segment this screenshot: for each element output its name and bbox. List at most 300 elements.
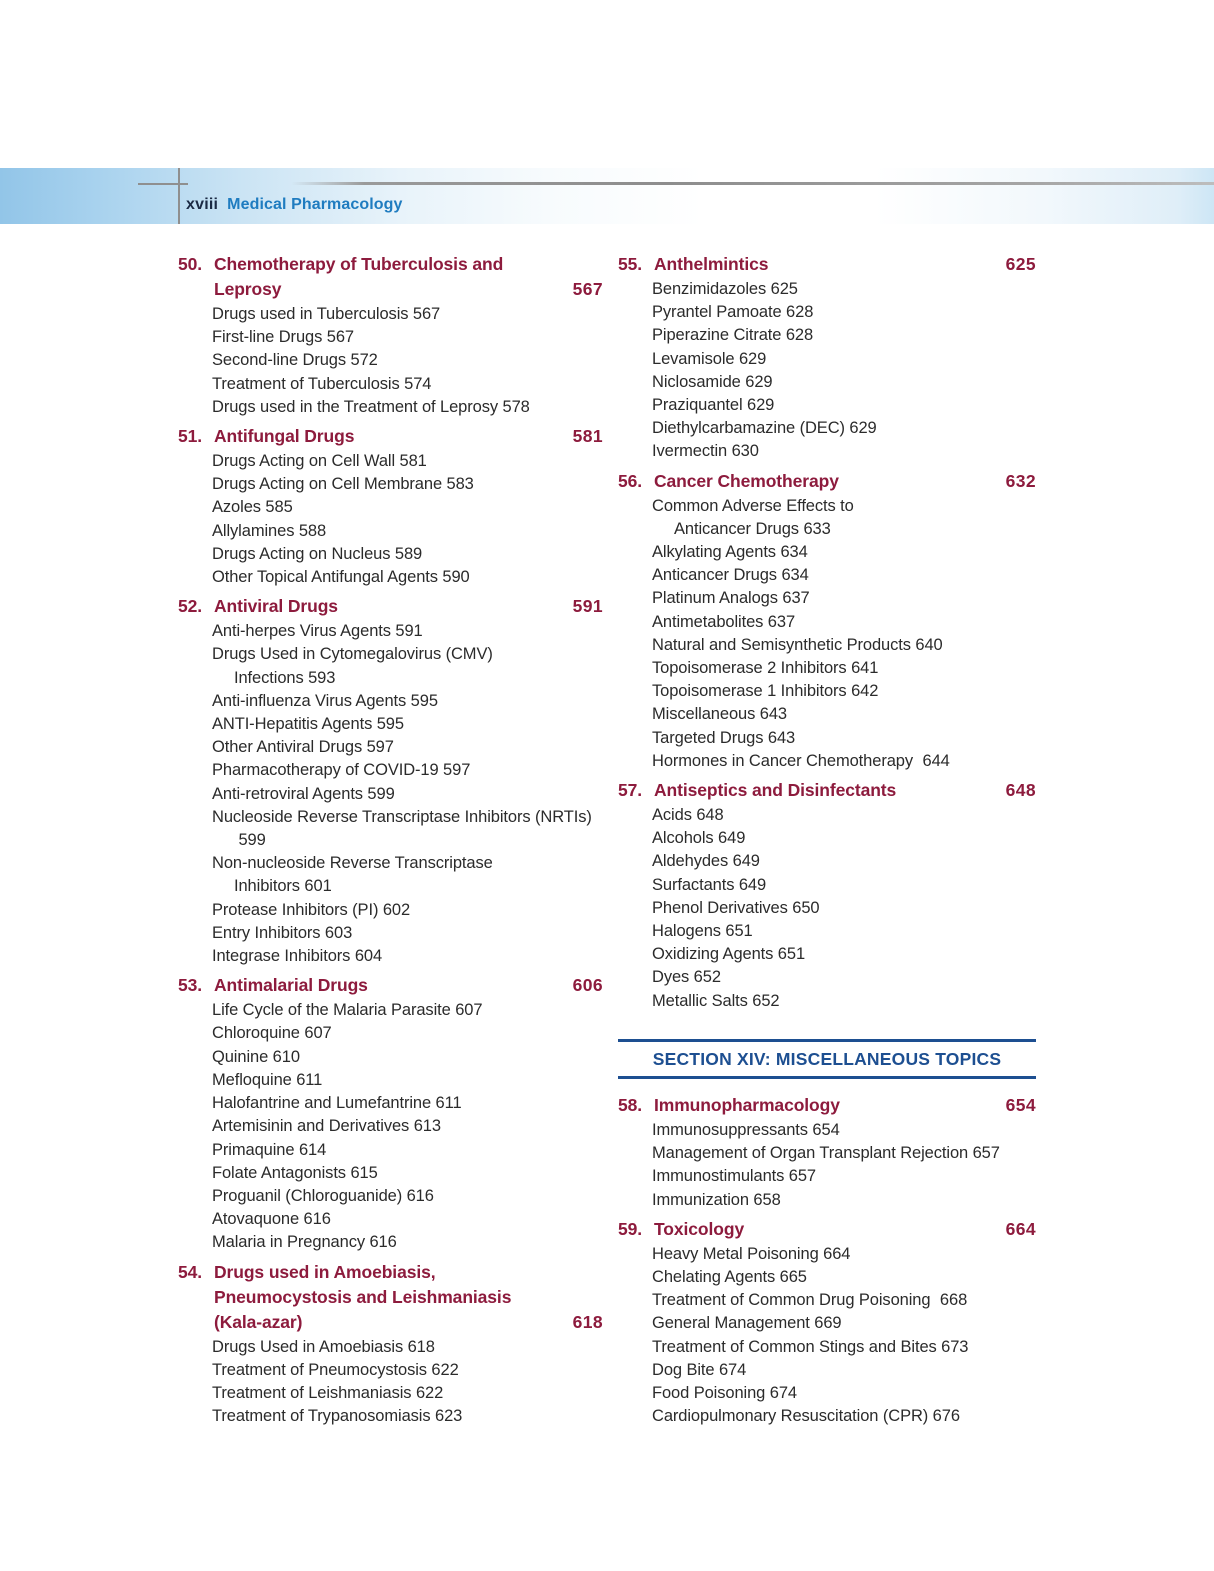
chapter-heading[interactable] bbox=[618, 778, 1036, 803]
subentry-label: Non-nucleoside Reverse Transcriptase bbox=[212, 854, 493, 873]
toc-chapter-52 bbox=[178, 594, 603, 968]
subentry-page-number: 610 bbox=[268, 1047, 300, 1066]
chapter-heading[interactable] bbox=[178, 1260, 603, 1335]
subentry-label: Drugs Acting on Cell Wall bbox=[212, 452, 396, 471]
toc-subentry-proguanil-chloroguanide[interactable] bbox=[178, 1185, 603, 1208]
toc-subentry-hormones-in-cancer-chemotherapy[interactable] bbox=[618, 750, 1036, 773]
toc-subentry-targeted-drugs[interactable] bbox=[618, 727, 1036, 750]
toc-subentry-treatment-of-pneumocystosis[interactable] bbox=[178, 1359, 603, 1382]
subentry-page-number: 597 bbox=[438, 761, 471, 780]
subentry-page-number: 603 bbox=[320, 923, 353, 942]
subentry-label: Pyrantel Pamoate bbox=[652, 303, 782, 322]
book-title: Medical Pharmacology bbox=[227, 196, 403, 213]
toc-subentry-natural-and-semisynthetic-products[interactable] bbox=[618, 634, 1036, 657]
subentry-page-number: 669 bbox=[809, 1314, 842, 1333]
chapter-title: Antimalarial Drugs bbox=[214, 975, 368, 996]
chapter-number: 50. bbox=[178, 254, 203, 274]
subentry-label: Halofantrine and Lumefantrine bbox=[212, 1094, 432, 1113]
toc-chapter-55 bbox=[618, 252, 1036, 464]
toc-subentry-piperazine-citrate[interactable] bbox=[618, 324, 1036, 347]
subentry-page-number: 642 bbox=[846, 682, 879, 701]
toc-subentry-allylamines[interactable] bbox=[178, 520, 603, 543]
toc-subentry-quinine[interactable] bbox=[178, 1046, 603, 1069]
subentry-page-number: 658 bbox=[748, 1190, 781, 1209]
toc-subentry-artemisinin-and-derivatives[interactable] bbox=[178, 1115, 603, 1138]
subentry-label: Halogens bbox=[652, 922, 721, 941]
toc-subentry-anticancer-drugs[interactable] bbox=[618, 564, 1036, 587]
subentry-page-number: 641 bbox=[846, 659, 879, 678]
subentry-label: First-line Drugs bbox=[212, 328, 323, 347]
subentry-page-number: 668 bbox=[935, 1291, 968, 1310]
subentry-page-number: 567 bbox=[408, 305, 441, 323]
subentry-page-number: 572 bbox=[346, 351, 378, 370]
subentry-page-number: 633 bbox=[798, 519, 831, 538]
subentry-label: Platinum Analogs bbox=[652, 589, 778, 608]
toc-subentry-acids[interactable] bbox=[618, 804, 1036, 827]
toc-subentry-immunosuppressants[interactable] bbox=[618, 1119, 1036, 1142]
chapter-title: Drugs used in Amoebiasis, Pneumocystosis and Leishmaniasis (Kala-azar) bbox=[214, 1261, 512, 1332]
subentry-label: Drugs used in the Treatment of Leprosy bbox=[212, 397, 499, 416]
subentry-page-number: 597 bbox=[362, 738, 394, 757]
toc-subentry-treatment-of-common-drug-poisoning[interactable] bbox=[618, 1289, 1036, 1312]
chapter-heading[interactable] bbox=[178, 252, 603, 302]
subentry-label: Anti-influenza Virus Agents bbox=[212, 691, 407, 710]
subentry-label: Entry Inhibitors bbox=[212, 923, 321, 942]
toc-subentry-alkylating-agents[interactable] bbox=[618, 541, 1036, 564]
toc-subentry-diethylcarbamazine-dec[interactable] bbox=[618, 417, 1036, 440]
toc-subentry-chelating-agents[interactable] bbox=[618, 1266, 1036, 1289]
subentry-label: Treatment of Pneumocystosis bbox=[212, 1360, 427, 1379]
subentry-page-number: 654 bbox=[807, 1120, 840, 1139]
chapter-number: 53. bbox=[178, 975, 203, 996]
subentry-page-number: 649 bbox=[728, 852, 760, 871]
subentry-page-number: 629 bbox=[844, 419, 877, 438]
toc-subentry-entry-inhibitors[interactable] bbox=[178, 922, 603, 945]
subentry-page-number: 650 bbox=[787, 898, 820, 917]
subentry-label: Hormones in Cancer Chemotherapy bbox=[652, 751, 914, 770]
subentry-page-number: 673 bbox=[936, 1337, 969, 1356]
chapter-subentries bbox=[178, 303, 603, 419]
toc-subentry-dog-bite[interactable] bbox=[618, 1359, 1036, 1382]
subentry-page-number: 604 bbox=[350, 947, 383, 966]
toc-chapter-53 bbox=[178, 973, 603, 1254]
subentry-page-number: 599 bbox=[234, 831, 266, 850]
header-vertical-rule bbox=[178, 168, 180, 224]
toc-subentry-first-line-drugs[interactable] bbox=[178, 326, 603, 349]
subentry-page-number: 595 bbox=[406, 691, 438, 710]
chapter-page-number: 618 bbox=[572, 1311, 603, 1332]
toc-subentry-treatment-of-tuberculosis[interactable] bbox=[178, 373, 603, 396]
subentry-label: Azoles bbox=[212, 498, 261, 517]
subentry-page-number: 615 bbox=[345, 1163, 378, 1182]
subentry-label: Metallic Salts bbox=[652, 991, 748, 1010]
chapter-number: 56. bbox=[618, 470, 643, 491]
toc-chapter-58 bbox=[618, 1093, 1036, 1212]
subentry-label: Dyes bbox=[652, 968, 690, 987]
toc-subentry-management-of-organ-transplant-rejection[interactable] bbox=[618, 1142, 1036, 1165]
subentry-page-number: 593 bbox=[303, 668, 336, 687]
subentry-label: Anti-retroviral Agents bbox=[212, 784, 363, 803]
subentry-page-number: 637 bbox=[763, 612, 796, 631]
subentry-label: Surfactants bbox=[652, 875, 735, 894]
subentry-label: Ivermectin bbox=[652, 442, 728, 461]
subentry-page-number: 629 bbox=[740, 372, 773, 391]
toc-subentry-anti-retroviral-agents[interactable] bbox=[178, 783, 603, 806]
subentry-label: Levamisole bbox=[652, 349, 735, 368]
toc-chapter-56 bbox=[618, 469, 1036, 773]
subentry-label: Allylamines bbox=[212, 521, 295, 540]
subentry-label: Alkylating Agents bbox=[652, 543, 776, 562]
chapter-page-number: 606 bbox=[572, 975, 603, 996]
subentry-label: Anti-herpes Virus Agents bbox=[212, 622, 391, 641]
subentry-page-number: 588 bbox=[294, 521, 327, 540]
toc-subentry-halofantrine-and-lumefantrine[interactable] bbox=[178, 1092, 603, 1115]
toc-subentry-general-management[interactable] bbox=[618, 1312, 1036, 1335]
subentry-page-number: 665 bbox=[775, 1267, 807, 1286]
toc-subentry-drugs-used-in-the-treatment-of-leprosy[interactable] bbox=[178, 396, 603, 419]
subentry-page-number: 616 bbox=[402, 1186, 434, 1205]
subentry-label: Food Poisoning bbox=[652, 1383, 766, 1402]
toc-subentry-aldehydes[interactable] bbox=[618, 850, 1036, 873]
toc-subentry-anti-hepatitis-agents[interactable] bbox=[178, 713, 603, 736]
toc-subentry-second-line-drugs[interactable] bbox=[178, 349, 603, 372]
subentry-label: Other Antiviral Drugs bbox=[212, 738, 363, 757]
subentry-page-number: 618 bbox=[403, 1337, 435, 1356]
subentry-page-number: 657 bbox=[968, 1144, 1000, 1163]
subentry-label: Natural and Semisynthetic Products bbox=[652, 635, 911, 654]
chapter-title: Chemotherapy of Tuberculosis and Leprosy bbox=[214, 254, 504, 299]
toc-subentry-drugs-acting-on-nucleus[interactable] bbox=[178, 543, 603, 566]
toc-subentry-topoisomerase-1-inhibitors[interactable] bbox=[618, 680, 1036, 703]
subentry-page-number: 652 bbox=[689, 968, 721, 987]
toc-subentry-treatment-of-common-stings-and-bites[interactable] bbox=[618, 1336, 1036, 1359]
subentry-page-number: 599 bbox=[362, 784, 395, 803]
chapter-subentries bbox=[178, 1336, 603, 1429]
chapter-heading[interactable] bbox=[618, 469, 1036, 494]
subentry-label: Piperazine Citrate bbox=[652, 326, 782, 345]
subentry-page-number: 595 bbox=[372, 715, 404, 734]
subentry-page-number: 664 bbox=[818, 1244, 851, 1263]
subentry-page-number: 643 bbox=[755, 705, 787, 724]
subentry-label: Integrase Inhibitors bbox=[212, 947, 351, 966]
subentry-label: Heavy Metal Poisoning bbox=[652, 1244, 819, 1263]
chapter-title: Immunopharmacology bbox=[654, 1094, 840, 1115]
chapter-heading[interactable] bbox=[618, 1217, 1036, 1242]
subentry-label: Cardiopulmonary Resuscitation (CPR) bbox=[652, 1407, 929, 1426]
subentry-label: Treatment of Common Stings and Bites bbox=[652, 1337, 937, 1356]
subentry-page-number: 630 bbox=[727, 442, 759, 461]
toc-chapter-57 bbox=[618, 778, 1036, 1013]
section-banner bbox=[618, 1039, 1036, 1079]
subentry-label: Topoisomerase 2 Inhibitors bbox=[652, 659, 847, 678]
subentry-label: Primaquine bbox=[212, 1140, 295, 1159]
subentry-label: Nucleoside Reverse Transcriptase Inhibitors (NRTIs) bbox=[212, 807, 592, 826]
subentry-label: Chloroquine bbox=[212, 1024, 300, 1043]
toc-subentry-drugs-acting-on-cell-membrane[interactable] bbox=[178, 473, 603, 496]
subentry-page-number: 634 bbox=[775, 543, 808, 562]
subentry-page-number: 676 bbox=[928, 1407, 960, 1426]
toc-column-left bbox=[178, 252, 603, 1433]
chapter-heading[interactable] bbox=[178, 973, 603, 998]
chapter-number: 55. bbox=[618, 254, 643, 274]
toc-subentry-ivermectin[interactable] bbox=[618, 440, 1036, 463]
chapter-subentries bbox=[178, 450, 603, 589]
chapter-page-number: 591 bbox=[572, 596, 603, 617]
chapter-heading[interactable] bbox=[178, 594, 603, 619]
chapter-page-number: 654 bbox=[1005, 1094, 1036, 1115]
subentry-label: Benzimidazoles bbox=[652, 280, 767, 298]
subentry-label: Other Topical Antifungal Agents bbox=[212, 568, 438, 587]
toc-subentry-levamisole[interactable] bbox=[618, 348, 1036, 371]
subentry-label: Immunostimulants bbox=[652, 1167, 785, 1186]
chapter-heading[interactable] bbox=[618, 1093, 1036, 1118]
subentry-label: Drugs Acting on Cell Membrane bbox=[212, 475, 443, 494]
subentry-page-number: 613 bbox=[409, 1117, 441, 1136]
subentry-page-number: 652 bbox=[747, 991, 780, 1010]
subentry-label: Immunosuppressants bbox=[652, 1120, 808, 1139]
toc-subentry-anti-herpes-virus-agents[interactable] bbox=[178, 620, 603, 643]
subentry-label: Treatment of Common Drug Poisoning bbox=[652, 1291, 931, 1310]
subentry-label: Folate Antagonists bbox=[212, 1163, 346, 1182]
chapter-number: 59. bbox=[618, 1218, 643, 1239]
chapter-page-number: 664 bbox=[1005, 1218, 1036, 1239]
subentry-label: Targeted Drugs bbox=[652, 728, 764, 747]
chapter-number: 52. bbox=[178, 596, 203, 617]
toc-subentry-anti-influenza-virus-agents[interactable] bbox=[178, 690, 603, 713]
subentry-page-number: 634 bbox=[776, 566, 809, 585]
subentry-label: Treatment of Leishmaniasis bbox=[212, 1383, 412, 1402]
subentry-page-number: 585 bbox=[260, 498, 293, 517]
subentry-page-number: 629 bbox=[742, 396, 775, 415]
subentry-label: Artemisinin and Derivatives bbox=[212, 1117, 410, 1136]
toc-chapter-51 bbox=[178, 424, 603, 589]
toc-subentry-pyrantel-pamoate[interactable] bbox=[618, 301, 1036, 324]
chapter-title: Toxicology bbox=[654, 1218, 745, 1239]
subentry-page-number: 614 bbox=[294, 1140, 327, 1159]
subentry-page-number: 574 bbox=[399, 374, 432, 393]
subentry-label: Life Cycle of the Malaria Parasite bbox=[212, 1001, 451, 1020]
chapter-subentries bbox=[178, 620, 603, 968]
subentry-label: Chelating Agents bbox=[652, 1267, 776, 1286]
chapter-title: Anthelmintics bbox=[654, 254, 769, 274]
subentry-label: Aldehydes bbox=[652, 852, 729, 871]
chapter-subentries bbox=[178, 999, 603, 1254]
subentry-label: Treatment of Tuberculosis bbox=[212, 374, 400, 393]
toc-subentry-platinum-analogs[interactable] bbox=[618, 587, 1036, 610]
subentry-label: Praziquantel bbox=[652, 396, 743, 415]
subentry-page-number: 628 bbox=[781, 326, 814, 345]
subentry-page-number: 622 bbox=[426, 1360, 459, 1379]
subentry-label: Diethylcarbamazine (DEC) bbox=[652, 419, 845, 438]
toc-subentry-treatment-of-trypanosomiasis[interactable] bbox=[178, 1405, 603, 1428]
subentry-page-number: 640 bbox=[910, 635, 943, 654]
subentry-page-number: 649 bbox=[713, 829, 746, 848]
section-banner-label: SECTION XIV: MISCELLANEOUS TOPICS bbox=[652, 1048, 1002, 1069]
toc-subentry-nucleoside-reverse-transcriptase-inhibitors-nrti[interactable] bbox=[178, 806, 603, 852]
subentry-page-number: 616 bbox=[365, 1233, 397, 1252]
toc-subentry-other-topical-antifungal-agents[interactable] bbox=[178, 566, 603, 589]
toc-subentry-pharmacotherapy-of-covid-19[interactable] bbox=[178, 759, 603, 782]
toc-chapter-50 bbox=[178, 252, 603, 419]
subentry-page-number: 590 bbox=[437, 568, 470, 587]
subentry-label: Anticancer Drugs bbox=[652, 566, 777, 585]
chapter-page-number: 632 bbox=[1005, 470, 1036, 491]
chapter-number: 54. bbox=[178, 1261, 203, 1282]
toc-subentry-praziquantel[interactable] bbox=[618, 394, 1036, 417]
subentry-label: Oxidizing Agents bbox=[652, 945, 774, 964]
subentry-label: Common Adverse Effects to bbox=[652, 496, 854, 515]
toc-subentry-metallic-salts[interactable] bbox=[618, 990, 1036, 1013]
subentry-label: Dog Bite bbox=[652, 1360, 715, 1379]
subentry-page-number: 581 bbox=[395, 452, 427, 471]
toc-subentry-drugs-acting-on-cell-wall[interactable] bbox=[178, 450, 603, 473]
subentry-label: Malaria in Pregnancy bbox=[212, 1233, 365, 1252]
chapter-subentries bbox=[618, 804, 1036, 1013]
subentry-page-number: 591 bbox=[390, 622, 423, 641]
toc-subentry-cardiopulmonary-resuscitation-cpr[interactable] bbox=[618, 1405, 1036, 1428]
chapter-heading[interactable] bbox=[618, 252, 1036, 277]
subentry-label: Mefloquine bbox=[212, 1070, 292, 1089]
chapter-title: Antiseptics and Disinfectants bbox=[654, 780, 897, 801]
chapter-page-number: 648 bbox=[1005, 780, 1036, 801]
subentry-page-number: 628 bbox=[781, 303, 814, 322]
chapter-title: Antifungal Drugs bbox=[214, 426, 355, 447]
subentry-label: Drugs Used in Amoebiasis bbox=[212, 1337, 404, 1356]
chapter-heading[interactable] bbox=[178, 424, 603, 449]
toc-subentry-folate-antagonists[interactable] bbox=[178, 1162, 603, 1185]
subentry-page-number: 583 bbox=[442, 475, 474, 494]
subentry-page-number: 611 bbox=[431, 1094, 462, 1113]
subentry-label: Drugs Acting on Nucleus bbox=[212, 544, 391, 563]
toc-subentry-alcohols[interactable] bbox=[618, 827, 1036, 850]
toc-subentry-atovaquone[interactable] bbox=[178, 1208, 603, 1231]
chapter-subentries bbox=[618, 1119, 1036, 1212]
toc-subentry-halogens[interactable] bbox=[618, 920, 1036, 943]
subentry-page-number: 625 bbox=[766, 280, 798, 298]
chapter-page-number: 567 bbox=[572, 279, 603, 299]
chapter-number: 57. bbox=[618, 780, 643, 801]
toc-subentry-topoisomerase-2-inhibitors[interactable] bbox=[618, 657, 1036, 680]
subentry-page-number: 651 bbox=[720, 922, 753, 941]
chapter-title: Cancer Chemotherapy bbox=[654, 470, 839, 491]
toc-chapter-54 bbox=[178, 1260, 603, 1429]
subentry-page-number: 589 bbox=[390, 544, 423, 563]
toc-chapter-59 bbox=[618, 1217, 1036, 1429]
chapter-number: 58. bbox=[618, 1094, 643, 1115]
page-folio: xviii bbox=[186, 196, 219, 213]
subentry-page-number: 623 bbox=[430, 1407, 463, 1426]
subentry-page-number: 578 bbox=[498, 397, 530, 416]
chapter-number: 51. bbox=[178, 426, 203, 447]
subentry-label: Drugs Used in Cytomegalovirus (CMV) bbox=[212, 645, 493, 664]
toc-subentry-life-cycle-of-the-malaria-parasite[interactable] bbox=[178, 999, 603, 1022]
header-horizontal-rule-left-stub bbox=[138, 183, 188, 185]
toc-subentry-drugs-used-in-amoebiasis[interactable] bbox=[178, 1336, 603, 1359]
toc-subentry-benzimidazoles[interactable] bbox=[618, 278, 1036, 301]
toc-subentry-treatment-of-leishmaniasis[interactable] bbox=[178, 1382, 603, 1405]
subentry-continuation bbox=[213, 829, 603, 852]
subentry-label: Miscellaneous bbox=[652, 705, 756, 724]
toc-subentry-chloroquine[interactable] bbox=[178, 1022, 603, 1045]
toc-subentry-integrase-inhibitors[interactable] bbox=[178, 945, 603, 968]
subentry-page-number: 602 bbox=[378, 900, 411, 919]
toc-subentry-primaquine[interactable] bbox=[178, 1139, 603, 1162]
subentry-label: Second-line Drugs bbox=[212, 351, 347, 370]
toc-subentry-other-antiviral-drugs[interactable] bbox=[178, 736, 603, 759]
subentry-page-number: 674 bbox=[714, 1360, 747, 1379]
toc-subentry-oxidizing-agents[interactable] bbox=[618, 943, 1036, 966]
toc-subentry-heavy-metal-poisoning[interactable] bbox=[618, 1243, 1036, 1266]
chapter-title: Antiviral Drugs bbox=[214, 596, 338, 617]
subentry-page-number: 607 bbox=[450, 1001, 483, 1020]
toc-subentry-protease-inhibitors-pi[interactable] bbox=[178, 899, 603, 922]
subentry-label: Phenol Derivatives bbox=[652, 898, 788, 917]
toc-subentry-miscellaneous[interactable] bbox=[618, 703, 1036, 726]
subentry-page-number: 622 bbox=[411, 1383, 444, 1402]
subentry-label: Acids bbox=[652, 806, 692, 825]
toc-subentry-common-adverse-effects-to[interactable] bbox=[618, 495, 1036, 541]
subentry-label: Topoisomerase 1 Inhibitors bbox=[652, 682, 847, 701]
subentry-label: Alcohols bbox=[652, 829, 714, 848]
toc-subentry-antimetabolites[interactable] bbox=[618, 611, 1036, 634]
toc-subentry-azoles[interactable] bbox=[178, 496, 603, 519]
subentry-page-number: 607 bbox=[299, 1024, 332, 1043]
chapter-page-number: 581 bbox=[572, 426, 603, 447]
toc-subentry-non-nucleoside-reverse-transcriptase[interactable] bbox=[178, 852, 603, 898]
toc-subentry-drugs-used-in-cytomegalovirus-cmv[interactable] bbox=[178, 643, 603, 689]
chapter-subentries bbox=[618, 495, 1036, 773]
chapter-page-number: 625 bbox=[1005, 254, 1036, 274]
subentry-page-number: 567 bbox=[322, 328, 354, 347]
subentry-page-number: 601 bbox=[299, 877, 332, 896]
subentry-label: General Management bbox=[652, 1314, 810, 1333]
toc-subentry-food-poisoning[interactable] bbox=[618, 1382, 1036, 1405]
subentry-page-number: 643 bbox=[763, 728, 796, 747]
toc-subentry-niclosamide[interactable] bbox=[618, 371, 1036, 394]
toc-subentry-drugs-used-in-tuberculosis[interactable] bbox=[178, 303, 603, 326]
subentry-page-number: 649 bbox=[734, 875, 767, 894]
toc-column-right bbox=[618, 252, 1036, 1433]
subentry-label: Niclosamide bbox=[652, 372, 741, 391]
subentry-continuation: Anticancer Drugs 633 bbox=[674, 519, 831, 538]
subentry-label: ANTI-Hepatitis Agents bbox=[212, 715, 373, 734]
subentry-label: Protease Inhibitors (PI) bbox=[212, 900, 379, 919]
subentry-label: Treatment of Trypanosomiasis bbox=[212, 1407, 431, 1426]
subentry-label: Atovaquone bbox=[212, 1210, 300, 1229]
subentry-label: Proguanil (Chloroguanide) bbox=[212, 1186, 403, 1205]
subentry-page-number: 648 bbox=[691, 806, 724, 825]
subentry-page-number: 637 bbox=[777, 589, 810, 608]
subentry-continuation: Inhibitors 601 bbox=[234, 877, 332, 896]
toc-subentry-immunostimulants[interactable] bbox=[618, 1165, 1036, 1188]
toc-subentry-malaria-in-pregnancy[interactable] bbox=[178, 1231, 603, 1254]
toc-subentry-surfactants[interactable] bbox=[618, 874, 1036, 897]
subentry-page-number: 616 bbox=[299, 1210, 331, 1229]
subentry-page-number: 651 bbox=[773, 945, 806, 964]
subentry-page-number: 629 bbox=[734, 349, 767, 368]
subentry-label: Quinine bbox=[212, 1047, 269, 1066]
subentry-label: Antimetabolites bbox=[652, 612, 764, 631]
subentry-label: Management of Organ Transplant Rejection bbox=[652, 1144, 969, 1163]
toc-subentry-dyes[interactable] bbox=[618, 966, 1036, 989]
subentry-label: Immunization bbox=[652, 1190, 749, 1209]
chapter-subentries bbox=[618, 278, 1036, 464]
subentry-page-number: 657 bbox=[784, 1167, 816, 1186]
subentry-page-number: 674 bbox=[765, 1383, 797, 1402]
toc-subentry-mefloquine[interactable] bbox=[178, 1069, 603, 1092]
toc-subentry-phenol-derivatives[interactable] bbox=[618, 897, 1036, 920]
toc-subentry-immunization[interactable] bbox=[618, 1189, 1036, 1212]
